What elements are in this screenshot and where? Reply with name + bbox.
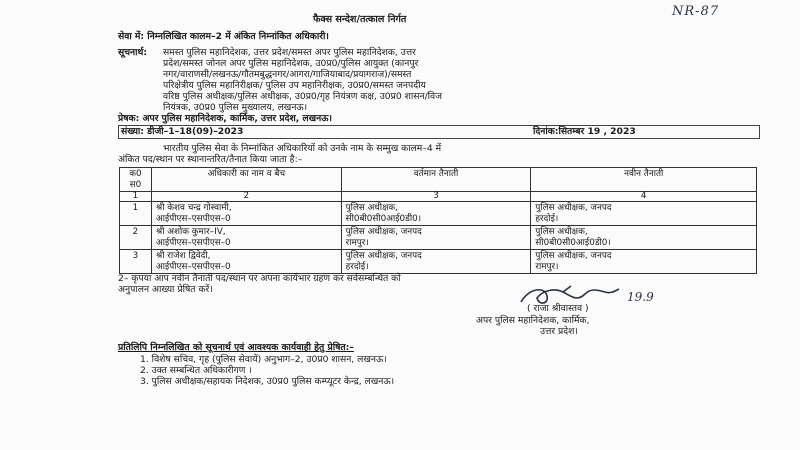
header-new-posting: नवीन तैनाती	[531, 168, 757, 192]
row-serial: 3	[120, 250, 152, 274]
row-serial: 2	[120, 226, 152, 250]
row-current-posting	[341, 226, 531, 250]
current-posting-line: रामपुर।	[345, 237, 369, 248]
new-posting-line: पुलिस अधीक्षक, जनपद	[535, 203, 612, 213]
row-new-posting	[531, 226, 757, 250]
copy-item-2: 2. उक्त सम्बन्धित अधिकारीगण ।	[140, 365, 252, 376]
copy-item-1: 1. विशेष सचिव, गृह (पुलिस सेवायें) अनुभाग–2, उ0प्र0 शासन, लखनऊ।	[140, 354, 387, 365]
suchnarth-line-2: प्रदेश/समस्त जोनल अपर पुलिस महानिदेशक, उ0प्र0/पुलिस आयुक्त (कानपुर	[163, 58, 419, 69]
intro-line-2: अंकित पद/स्थान पर स्थानान्तरित/तैनात किया जाता है:–	[118, 154, 303, 165]
new-posting-line: पुलिस अधीक्षक, जनपद	[535, 251, 612, 261]
transfer-table	[119, 167, 757, 274]
current-posting-line: हरदोई।	[345, 261, 369, 272]
suchnarth-line-3: नगर/वाराणसी/लखनऊ/गौतमबुद्धनगर/आगरा/गाजियाबाद/प्रयागराज)/समस्त	[163, 69, 412, 80]
new-posting-line: हरदोई।	[535, 213, 559, 224]
header-serial: क0 स0	[120, 168, 152, 192]
row-new-posting	[531, 202, 757, 226]
col-number: 1	[120, 192, 152, 202]
para2-line-2: अनुपालन आख्या प्रेषित करें।	[118, 284, 213, 295]
header-officer: अधिकारी का नाम व बैच	[151, 168, 341, 192]
para2-line-1: 2– कृपया आप नवीन तैनाती पद/स्थान पर अपना कार्यभार ग्रहण कर सर्वसम्बन्धित को	[118, 273, 401, 284]
new-posting-line: पुलिस अधीक्षक,	[535, 227, 588, 237]
signatory-designation-2: उत्तर प्रदेश।	[540, 326, 578, 337]
row-current-posting	[341, 250, 531, 274]
reference-date: दिनांक:सितम्बर 19 , 2023	[533, 126, 636, 137]
header-current-posting: वर्तमान तैनाती	[341, 168, 531, 192]
officer-name: श्री अशोक कुमार–IV,	[155, 227, 226, 237]
preshak-line: प्रेषक: अपर पुलिस महानिदेशक, कार्मिक, उत्तर प्रदेश, लखनऊ।	[118, 113, 332, 124]
officer-batch: आईपीएस–एसपीएस–0	[155, 213, 231, 224]
seva-line: सेवा में: निम्नलिखित कालम–2 में अंकित निम्नांकित अधिकारी।	[118, 31, 329, 42]
suchnarth-line-1: समस्त पुलिस महानिदेशक, उत्तर प्रदेश/समस्त अपर पुलिस महानिदेशक, उत्तर	[163, 47, 416, 58]
suchnarth-line-6: नियंत्रक, उ0प्र0 पुलिस मुख्यालय, लखनऊ।	[163, 102, 308, 113]
col-number: 4	[531, 192, 757, 202]
current-posting-line: पुलिस अधीक्षक,	[345, 203, 398, 213]
officer-name: श्री केशव चन्द्र गोस्वामी,	[155, 203, 232, 213]
officer-name: श्री राजेश द्विवेदी,	[155, 251, 211, 261]
current-posting-line: पुलिस अधीक्षक, जनपद	[345, 227, 422, 237]
new-posting-line: सी0बी0सी0आई0डी0।	[535, 237, 611, 248]
col-number: 3	[341, 192, 531, 202]
table-row	[120, 250, 757, 274]
reference-number: संख्या: डीजी–1–18(09)–2023	[121, 126, 244, 137]
new-posting-line: रामपुर।	[535, 261, 559, 272]
row-officer	[151, 202, 341, 226]
table-row	[120, 202, 757, 226]
suchnarth-line-4: परिक्षेत्रीय पुलिस महानिरीक्षक/ पुलिस उप महानिरीक्षक, उ0प्र0/समस्त जनपदीय	[163, 80, 426, 91]
column-number-row	[120, 192, 757, 202]
signatory-designation-1: अपर पुलिस महानिदेशक, कार्मिक,	[476, 315, 590, 326]
suchnarth-label: सूचनार्थ:	[118, 47, 148, 58]
signature-date: 19.9	[627, 290, 654, 304]
copy-item-3: 3. पुलिस अधीक्षक/सहायक निदेशक, उ0प्र0 पुलिस कम्प्यूटर केन्द्र, लखनऊ।	[140, 376, 395, 387]
current-posting-line: पुलिस अधीक्षक, जनपद	[345, 251, 422, 261]
officer-batch: आईपीएस–एसपीएस–0	[155, 237, 231, 248]
officer-batch: आईपीएस–एसपीएस–0	[155, 261, 231, 272]
corner-note: NR-87	[672, 4, 720, 19]
suchnarth-line-5: वरिष्ठ पुलिस अधीक्षक/पुलिस अधीक्षक, उ0प्र0/गृह नियंत्रण कक्ष, उ0प्र0 शासन/विज	[163, 91, 442, 102]
row-officer	[151, 226, 341, 250]
row-serial: 1	[120, 202, 152, 226]
row-current-posting	[341, 202, 531, 226]
row-new-posting	[531, 250, 757, 274]
copy-heading: प्रतिलिपि निम्नलिखित को सूचनार्थ एवं आवश्यक कार्यवाही हेतु प्रेषित:–	[118, 342, 354, 353]
current-posting-line: सी0बी0सी0आई0डी0।	[345, 213, 422, 224]
intro-line-1: भारतीय पुलिस सेवा के निम्नांकित अधिकारियों को उनके नाम के सम्मुख कालम–4 में	[163, 143, 442, 154]
signatory-name: ( राजा श्रीवास्तव )	[527, 303, 589, 314]
document-heading: फैक्स सन्देश/तत्काल निर्गत	[313, 14, 407, 25]
table-row	[120, 226, 757, 250]
table-header-row	[120, 168, 757, 192]
row-officer	[151, 250, 341, 274]
col-number: 2	[151, 192, 341, 202]
